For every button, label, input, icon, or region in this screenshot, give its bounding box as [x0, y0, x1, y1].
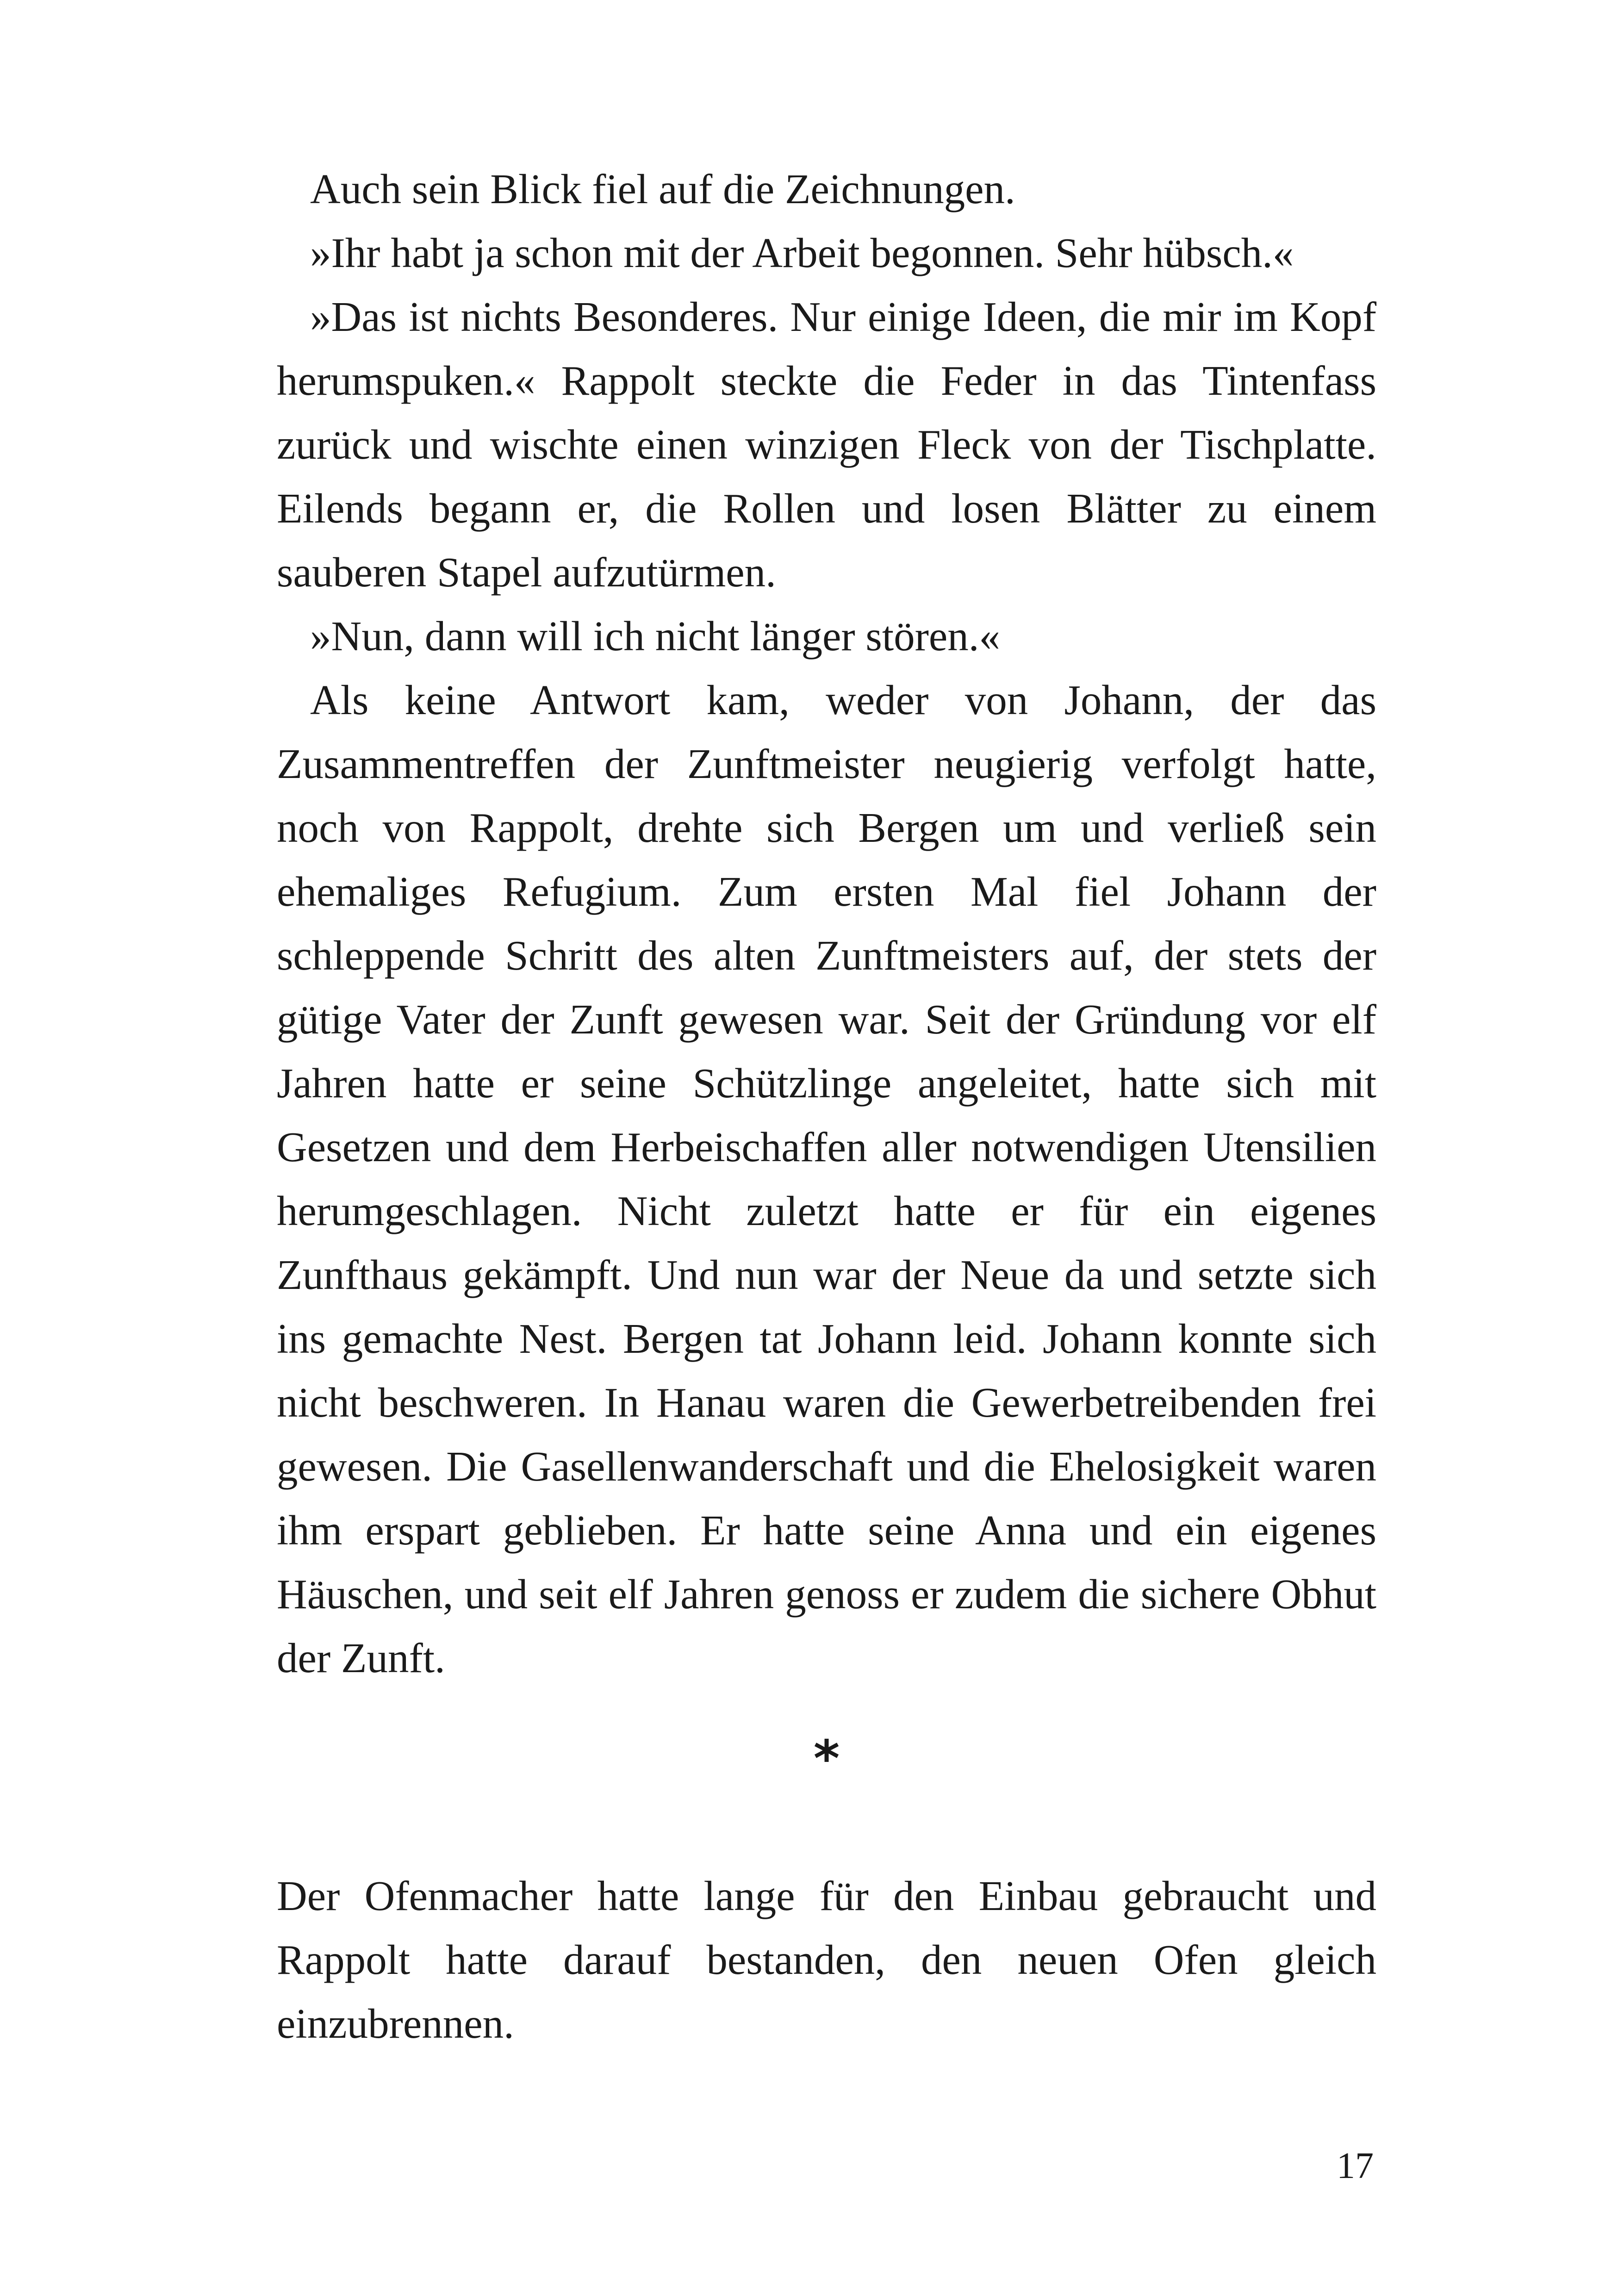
paragraph: Auch sein Blick fiel auf die Zeichnungen. — [310, 166, 1015, 212]
second-text-section — [277, 1864, 1376, 2056]
section-separator: * — [813, 1730, 840, 1788]
paragraph: »Nun, dann will ich nicht länger stören.« — [310, 613, 1001, 660]
paragraph: Der Ofenmacher hatte lange für den Einbau gebraucht und Rappolt hatte darauf bestanden, den neuen Ofen gleich einzubrennen. — [277, 1873, 1376, 2047]
paragraph: »Ihr habt ja schon mit der Arbeit begonnen. Sehr hübsch.« — [310, 230, 1294, 276]
main-text-section — [277, 157, 1376, 1690]
page-number: 17 — [1337, 2146, 1374, 2186]
paragraph: Als keine Antwort kam, weder von Johann, der das Zusammentreffen der Zunftmeister neugierig verfolgt hatte, noch von Rappolt, drehte sich Bergen um und verließ sein ehemaliges Refugium. Zum ersten Mal fiel Johann der schleppende Schritt des alten Zunftmeisters auf, der stets der gütige Vater der Zunft gewesen war. Seit der Gründung vor elf Jahren hatte er seine Schützlinge angeleitet, hatte sich mit Gesetzen und dem Herbeischaffen aller notwendigen Utensilien herumgeschlagen. Nicht zuletzt hatte er für ein eigenes Zunfthaus gekämpft. Und nun war der Neue da und setzte sich ins gemachte Nest. Bergen tat Johann leid. Johann konnte sich nicht beschweren. In Hanau waren die Gewerbetreibenden frei gewesen. Die Gasellenwanderschaft und die Ehelosigkeit waren ihm erspart geblieben. Er hatte seine Anna und ein eigenes Häuschen, und seit elf Jahren genoss er zudem die sichere Obhut der Zunft. — [277, 677, 1376, 1681]
paragraph: »Das ist nichts Besonderes. Nur einige Ideen, die mir im Kopf herumspuken.« Rappolt steckte die Feder in das Tintenfass zurück und wischte einen winzigen Fleck von der Tischplatte. Eilends begann er, die Rollen und losen Blätter zu einem sauberen Stapel aufzutürmen. — [277, 293, 1376, 596]
